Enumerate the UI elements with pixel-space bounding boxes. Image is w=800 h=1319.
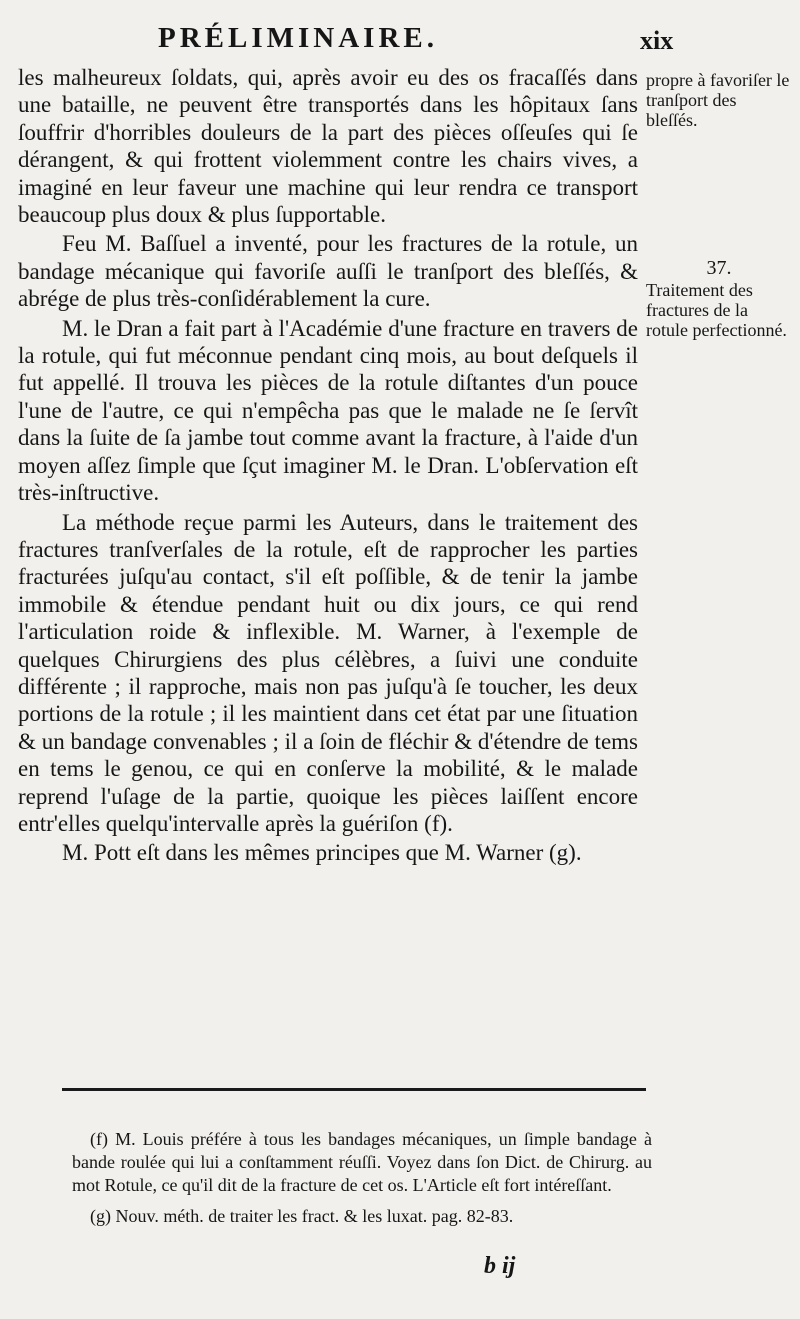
margin-note [646,70,792,130]
footnote-rule [62,1088,646,1091]
footnote: (g) Nouv. méth. de traiter les fract. & les luxat. pag. 82-83. [90,1206,514,1226]
running-header: PRÉLIMINAIRE. [158,22,438,54]
margin-note-number: 37. [706,257,732,279]
margin-note [646,258,792,340]
paragraph: Feu M. Baſſuel a inventé, pour les fractures de la rotule, un bandage mécanique qui favoriſe auſſi le tranſport des bleſſés, & abrége de plus très-conſidérablement la cure. [18,231,638,312]
signature-mark: b ij [484,1253,516,1279]
footnotes [72,1128,652,1236]
paragraph: M. le Dran a fait part à l'Académie d'une fracture en travers de la rotule, qui fut méconnue pendant cinq mois, au bout deſquels il fut appellé. Il trouva les pièces de la rotule diſtantes d'un pouce l'une de l'autre, ce qui n'empêcha pas que le malade ne ſe ſervît dans la ſuite de ſa jambe tout comme avant la fracture, à l'aide d'un moyen aſſez ſimple que ſçut imaginer M. le Dran. L'obſervation eſt très-inſtructive. [18,315,638,506]
paragraph: les malheureux ſoldats, qui, après avoir eu des os fracaſſés dans une bataille, ne peuvent être transportés dans les hôpitaux ſans ſouffrir d'horribles douleurs de la part des pièces oſſeuſes qui ſe dérangent, & qui frottent violemment contre les chairs vives, a imaginé en leur faveur une machine qui leur rendra ce transport beaucoup plus doux & plus ſupportable. [18,65,638,228]
paragraph: La méthode reçue parmi les Auteurs, dans le traitement des fractures tranſverſales de la rotule, eſt de rapprocher les parties fracturées juſqu'au contact, s'il eſt poſſible, & de tenir la jambe immobile & étendue pendant huit ou dix jours, ce qui rend l'articulation roide & inflexible. M. Warner, à l'exemple de quelques Chirurgiens des plus célèbres, a ſuivi une conduite différente ; il rapproche, mais non pas juſqu'à ſe toucher, les deux portions de la rotule ; il les maintient dans cet état par une ſituation & un bandage convenables ; il a ſoin de fléchir & d'étendre de tems en tems le genou, ce qui en conſerve la mobilité, & le malade reprend l'uſage de la partie, quoique les pièces laiſſent encore entr'elles quelqu'intervalle après la guériſon (f). [18,509,638,836]
margin-note-text: propre à favoriſer le tranſport des bleſſés. [646,70,790,130]
margin-note-text: Traitement des fractures de la rotule perfectionné. [646,280,787,340]
paragraph: M. Pott eſt dans les mêmes principes que M. Warner (g). [62,840,582,866]
footnote: (f) M. Louis préfére à tous les bandages mécaniques, un ſimple bandage à bande roulée qui lui a conſtamment réuſſi. Voyez dans ſon Dict. de Chirurg. au mot Rotule, ce qu'il dit de la fracture de cet os. L'Article eſt fort intéreſſant. [72,1129,652,1195]
page-number: xix [640,26,674,55]
main-text [18,64,638,867]
